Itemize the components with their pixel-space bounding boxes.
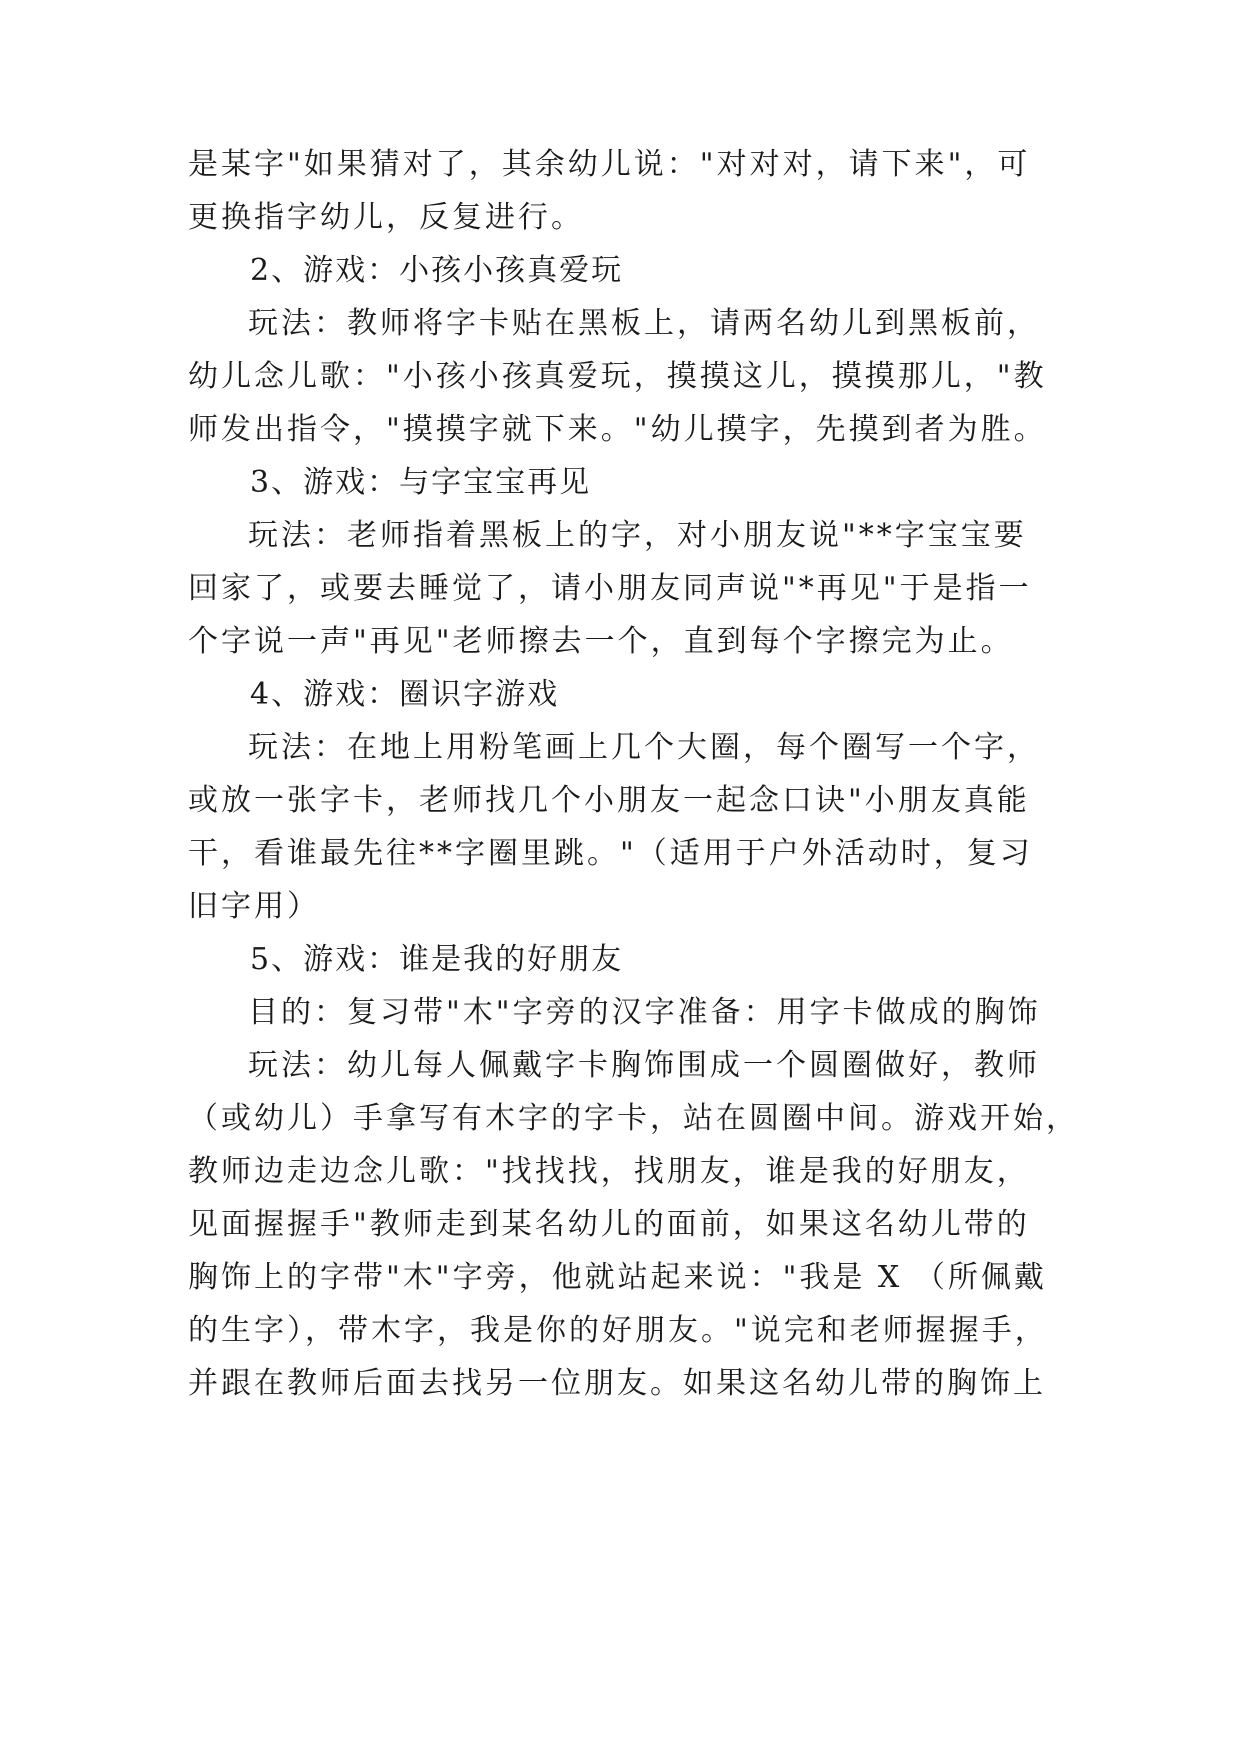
- text-line: 玩法：幼儿每人佩戴字卡胸饰围成一个圆圈做好，教师: [248, 1048, 1040, 1083]
- text-line: 玩法：教师将字卡贴在黑板上，请两名幼儿到黑板前，: [248, 306, 1040, 341]
- section-heading: 2、游戏：小孩小孩真爱玩: [250, 253, 624, 288]
- text-line: 的生字），带木字，我是你的好朋友。"说完和老师握握手，: [188, 1313, 1048, 1348]
- text-line: 教师边走边念儿歌："找找找，找朋友，谁是我的好朋友，: [188, 1154, 1030, 1189]
- text-line: 玩法：老师指着黑板上的字，对小朋友说"**字宝宝要: [248, 518, 1027, 553]
- text-line: 目的：复习带"木"字旁的汉字准备：用字卡做成的胸饰: [248, 995, 1041, 1030]
- text-line: 胸饰上的字带"木"字旁，他就站起来说："我是 X （所佩戴: [188, 1260, 1047, 1295]
- section-heading: 5、游戏：谁是我的好朋友: [250, 942, 624, 977]
- text-line: 旧字用）: [188, 889, 320, 924]
- text-line: 干，看谁最先往**字圈里跳。"（适用于户外活动时，复习: [188, 836, 1033, 871]
- text-line: 见面握握手"教师走到某名幼儿的面前，如果这名幼儿带的: [188, 1207, 1030, 1242]
- text-line: 幼儿念儿歌："小孩小孩真爱玩，摸摸这儿，摸摸那儿，"教: [188, 359, 1047, 394]
- text-line: 师发出指令，"摸摸字就下来。"幼儿摸字，先摸到者为胜。: [188, 412, 1047, 447]
- text-line: 或放一张字卡，老师找几个小朋友一起念口诀"小朋友真能: [188, 783, 1030, 818]
- text-line: （或幼儿）手拿写有木字的字卡，站在圆圈中间。游戏开始，: [188, 1101, 1079, 1136]
- text-line: 更换指字幼儿，反复进行。: [188, 200, 584, 235]
- text-line: 玩法：在地上用粉笔画上几个大圈，每个圈写一个字，: [248, 730, 1040, 765]
- text-line: 个字说一声"再见"老师擦去一个，直到每个字擦完为止。: [188, 624, 1014, 659]
- text-line: 回家了，或要去睡觉了，请小朋友同声说"*再见"于是指一: [188, 571, 1032, 606]
- section-heading: 3、游戏：与字宝宝再见: [250, 465, 592, 500]
- section-heading: 4、游戏：圈识字游戏: [250, 677, 560, 712]
- text-line: 是某字"如果猜对了，其余幼儿说："对对对，请下来"，可: [188, 147, 1031, 182]
- text-line: 并跟在教师后面去找另一位朋友。如果这名幼儿带的胸饰上: [188, 1366, 1046, 1401]
